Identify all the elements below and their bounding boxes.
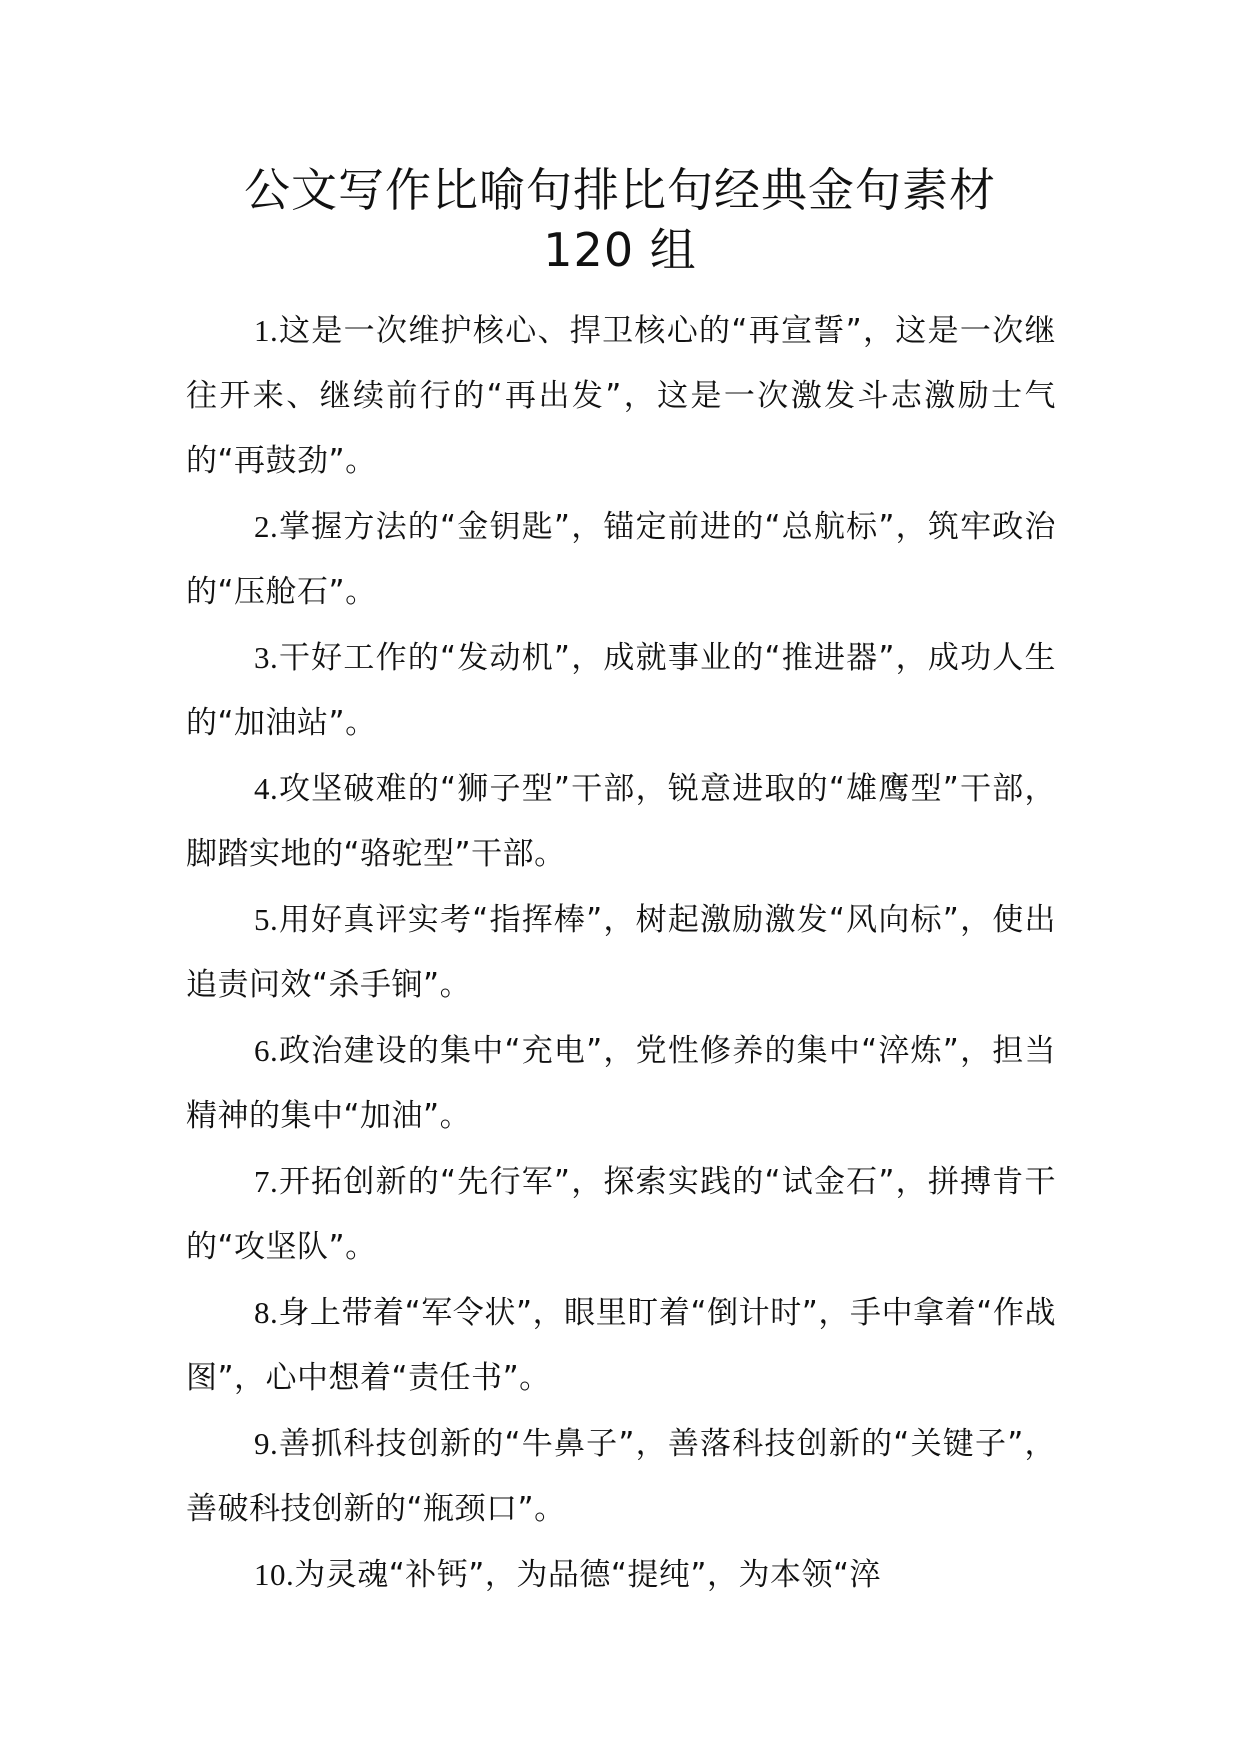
list-item	[186, 494, 1056, 625]
item-number: 3.	[254, 640, 279, 675]
list-item	[186, 1542, 1056, 1608]
document-body	[186, 298, 1056, 1608]
list-item	[186, 887, 1056, 1018]
list-item	[186, 1411, 1056, 1542]
title-line-1: 公文写作比喻句排比句经典金句素材	[244, 163, 996, 217]
item-text: 开拓创新的“先行军”，探索实践的“试金石”，拼搏肯干的“攻坚队”。	[186, 1164, 1056, 1265]
item-text: 这是一次维护核心、捍卫核心的“再宣誓”，这是一次继往开来、继续前行的“再出发”，这是一次激发斗志激励士气的“再鼓劲”。	[186, 313, 1056, 479]
list-item	[186, 1149, 1056, 1280]
item-text: 干好工作的“发动机”，成就事业的“推进器”，成功人生的“加油站”。	[186, 640, 1056, 741]
item-text: 政治建设的集中“充电”，党性修养的集中“淬炼”，担当精神的集中“加油”。	[186, 1033, 1056, 1134]
item-number: 7.	[254, 1164, 279, 1199]
item-text: 为灵魂“补钙”，为品德“提纯”，为本领“淬	[294, 1557, 882, 1593]
list-item	[186, 1018, 1056, 1149]
item-number: 1.	[254, 313, 279, 348]
item-number: 6.	[254, 1033, 279, 1068]
item-number: 8.	[254, 1295, 279, 1330]
item-text: 身上带着“军令状”，眼里盯着“倒计时”，手中拿着“作战图”，心中想着“责任书”。	[186, 1295, 1056, 1396]
document-title	[186, 160, 1054, 280]
list-item	[186, 625, 1056, 756]
item-number: 4.	[254, 771, 279, 806]
item-number: 10.	[254, 1557, 295, 1592]
list-item	[186, 756, 1056, 887]
list-item	[186, 1280, 1056, 1411]
item-number: 2.	[254, 509, 279, 544]
item-number: 5.	[254, 902, 279, 937]
list-item	[186, 298, 1056, 494]
item-text: 用好真评实考“指挥棒”，树起激励激发“风向标”，使出追责问效“杀手锏”。	[186, 902, 1056, 1003]
item-text: 善抓科技创新的“牛鼻子”，善落科技创新的“关键子”，善破科技创新的“瓶颈口”。	[186, 1426, 1056, 1527]
item-text: 攻坚破难的“狮子型”干部，锐意进取的“雄鹰型”干部，脚踏实地的“骆驼型”干部。	[186, 771, 1056, 872]
item-text: 掌握方法的“金钥匙”，锚定前进的“总航标”，筑牢政治的“压舱石”。	[186, 509, 1056, 610]
item-number: 9.	[254, 1426, 279, 1461]
title-line-2: 120 组	[543, 223, 697, 277]
